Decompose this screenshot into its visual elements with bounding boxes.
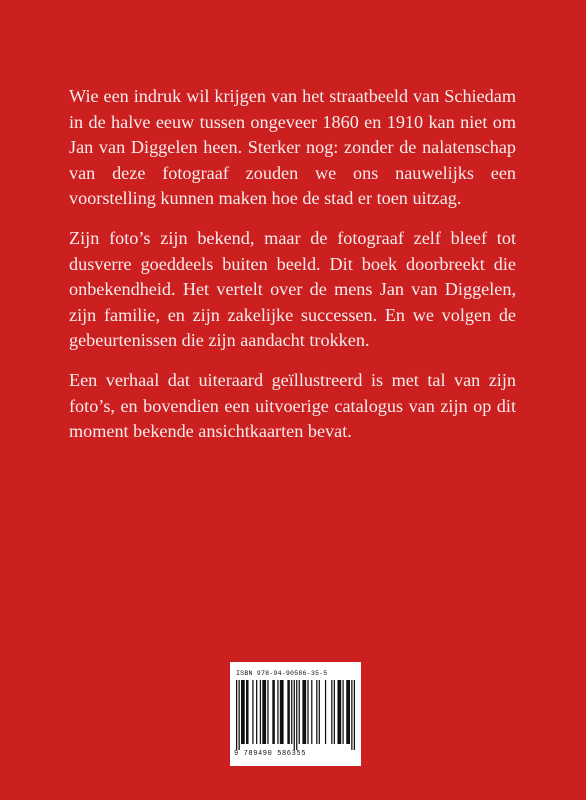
barcode-guard-bar — [354, 680, 355, 750]
barcode-guard-bar — [351, 680, 352, 750]
barcode-bar — [337, 680, 341, 744]
barcode-bar — [277, 680, 278, 744]
barcode-bar — [260, 680, 261, 744]
barcode-bar — [319, 680, 320, 744]
barcode-bar — [241, 680, 245, 744]
barcode-digits: 9 789490 586355 — [234, 750, 307, 758]
isbn-label: ISBN 978-94-90586-35-5 — [236, 670, 328, 677]
barcode-bar — [287, 680, 290, 744]
isbn-barcode-panel — [230, 662, 361, 766]
barcode-bar — [334, 680, 335, 744]
barcode-bar — [256, 680, 257, 744]
barcode-bar — [307, 680, 308, 744]
barcode-guard-bar — [296, 680, 297, 750]
barcode-image — [236, 680, 355, 750]
barcode-bar — [302, 680, 306, 744]
blurb-paragraph-1: Wie een indruk wil krijgen van het straatbeeld van Schiedam in de halve eeuw tussen ongeveer 1860 en 1910 kan niet om Jan van Diggelen heen. Sterker nog: zonder de nalatenschap van deze fotograaf zouden we ons nauwelijks een voorstelling kunnen maken hoe de stad er toen uitzag. — [69, 86, 516, 209]
barcode-bar — [331, 680, 332, 744]
barcode-bar — [299, 680, 300, 744]
barcode-bar — [325, 680, 326, 744]
barcode-bar — [267, 680, 268, 744]
barcode-guard-bar — [239, 680, 240, 750]
barcode-guard-bar — [294, 680, 295, 750]
blurb-paragraph-2: Zijn foto’s zijn bekend, maar de fotograaf zelf bleef tot dusverre goeddeels buiten beeld. Dit boek doorbreekt die onbekendheid. Het vertelt over de mens Jan van Diggelen, zijn familie, en zijn zakelijke successen. En we volgen de gebeurtenissen die zijn aandacht trokken. — [69, 227, 516, 351]
barcode-bar — [346, 680, 350, 744]
blurb-paragraph-3: Een verhaal dat uiteraard geïllustreerd is met tal van zijn foto’s, en bovendien een uitvoerige catalogus van zijn op dit moment bekende ansichtkaarten bevat. — [69, 369, 516, 442]
barcode-bar — [246, 680, 249, 744]
barcode-bar — [342, 680, 343, 744]
barcode-bar — [316, 680, 317, 744]
barcode-bar — [272, 680, 275, 744]
barcode-bar — [280, 680, 284, 744]
barcode-bar — [252, 680, 253, 744]
barcode-guard-bar — [236, 680, 237, 750]
back-cover-blurb — [69, 84, 516, 459]
barcode-bar — [262, 680, 266, 744]
barcode-bar — [291, 680, 292, 744]
barcode-bar — [311, 680, 312, 744]
